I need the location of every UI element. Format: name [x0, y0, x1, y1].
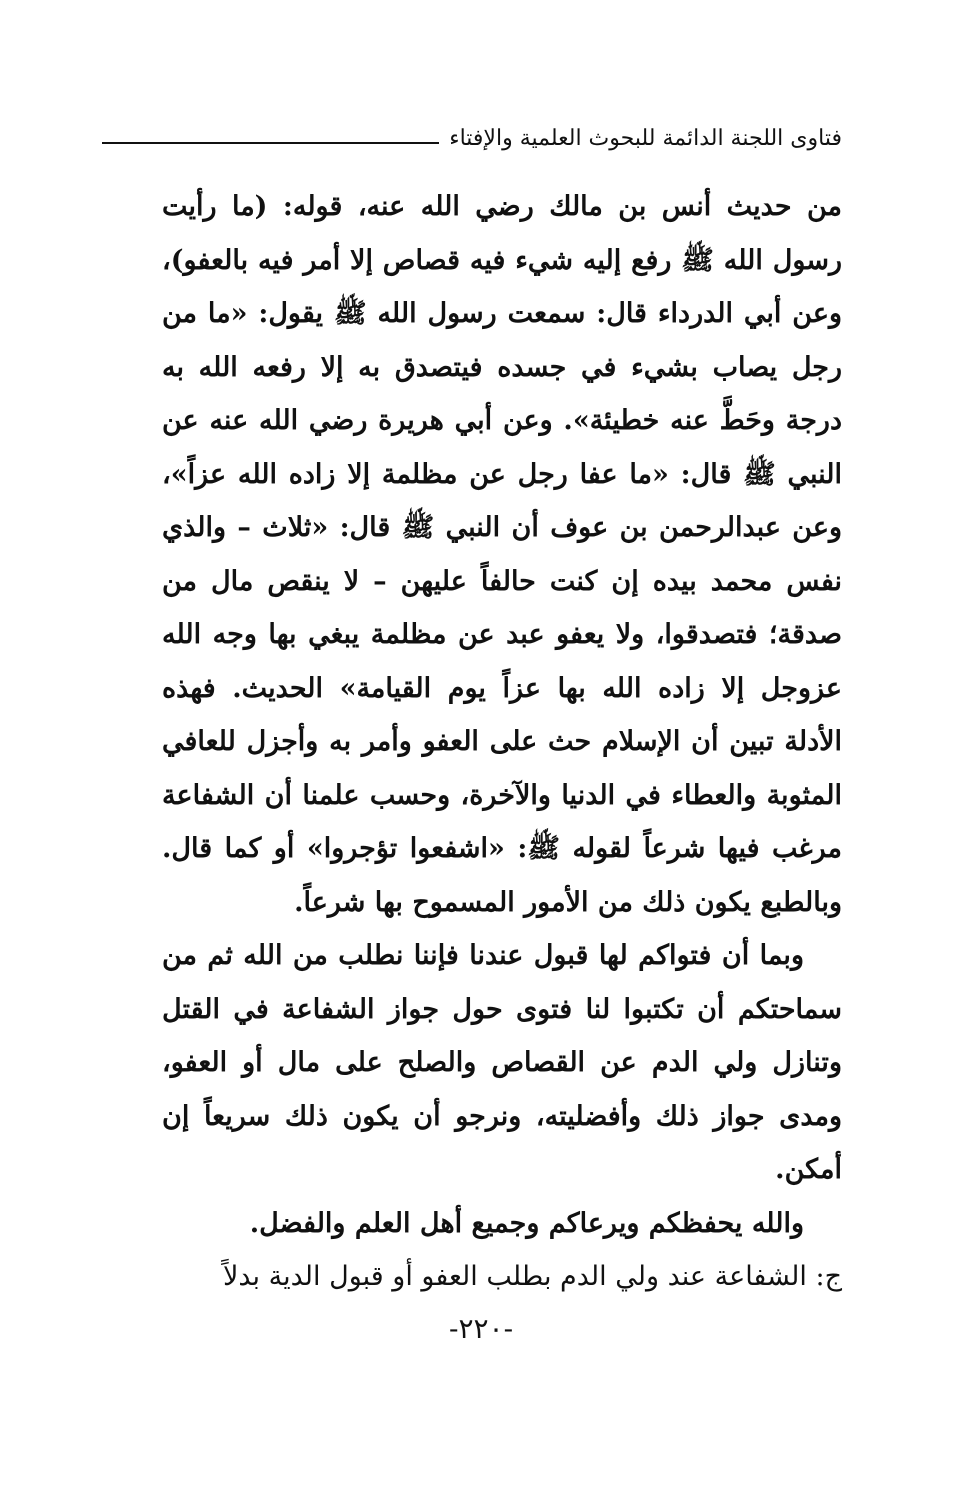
question-paragraph: من حديث أنس بن مالك رضي الله عنه، قوله: (ما رأيت رسول الله ﷺ رفع إليه شيء فيه قصاص إلا أمر فيه بالعفو)، وعن أبي الدرداء قال: سمعت رسول الله ﷺ يقول: «ما من رجل يصاب بشيء في جسده فيتصدق به إلا رفعه الله به درجة وحَطَّ عنه خطيئة». وعن أبي هريرة رضي الله عنه عن النبي ﷺ قال: «ما عفا رجل عن مظلمة إلا زاده الله عزاً»، وعن عبدالرحمن بن عوف أن النبي ﷺ قال: «ثلاث – والذي نفس محمد بيده إن كنت حالفاً عليهن – لا ينقص مال من صدقة؛ فتصدقوا، ولا يعفو عبد عن مظلمة يبغي بها وجه الله عزوجل إلا زاده الله بها عزاً يوم القيامة» الحديث. فهذه الأدلة تبين أن الإسلام حث على العفو وأمر به وأجزل للعافي المثوبة والعطاء في الدنيا والآخرة، وحسب علمنا أن الشفاعة مرغب فيها شرعاً لقوله ﷺ: «اشفعوا تؤجروا» أو كما قال. وبالطبع يكون ذلك من الأمور المسموح بها شرعاً.	[162, 191, 842, 918]
body-text	[162, 180, 842, 1304]
header-title: فتاوى اللجنة الدائمة للبحوث العلمية والإفتاء	[449, 125, 842, 151]
closing-paragraph: والله يحفظكم ويرعاكم وجميع أهل العلم والفضل.	[249, 1207, 804, 1239]
answer-paragraph: ج: الشفاعة عند ولي الدم بطلب العفو أو قبول الدية بدلاً	[222, 1261, 842, 1292]
header-rule	[102, 142, 439, 144]
page-number: -٢٢٠-	[448, 1312, 514, 1345]
running-header	[102, 118, 842, 158]
request-paragraph: وبما أن فتواكم لها قبول عندنا فإننا نطلب من الله ثم من سماحتكم أن تكتبوا لنا فتوى حول جواز الشفاعة في القتل وتنازل ولي الدم عن القصاص والصلح على مال أو العفو، ومدى جواز ذلك وأفضليته، ونرجو أن يكون ذلك سريعاً إن أمكن.	[162, 940, 842, 1185]
